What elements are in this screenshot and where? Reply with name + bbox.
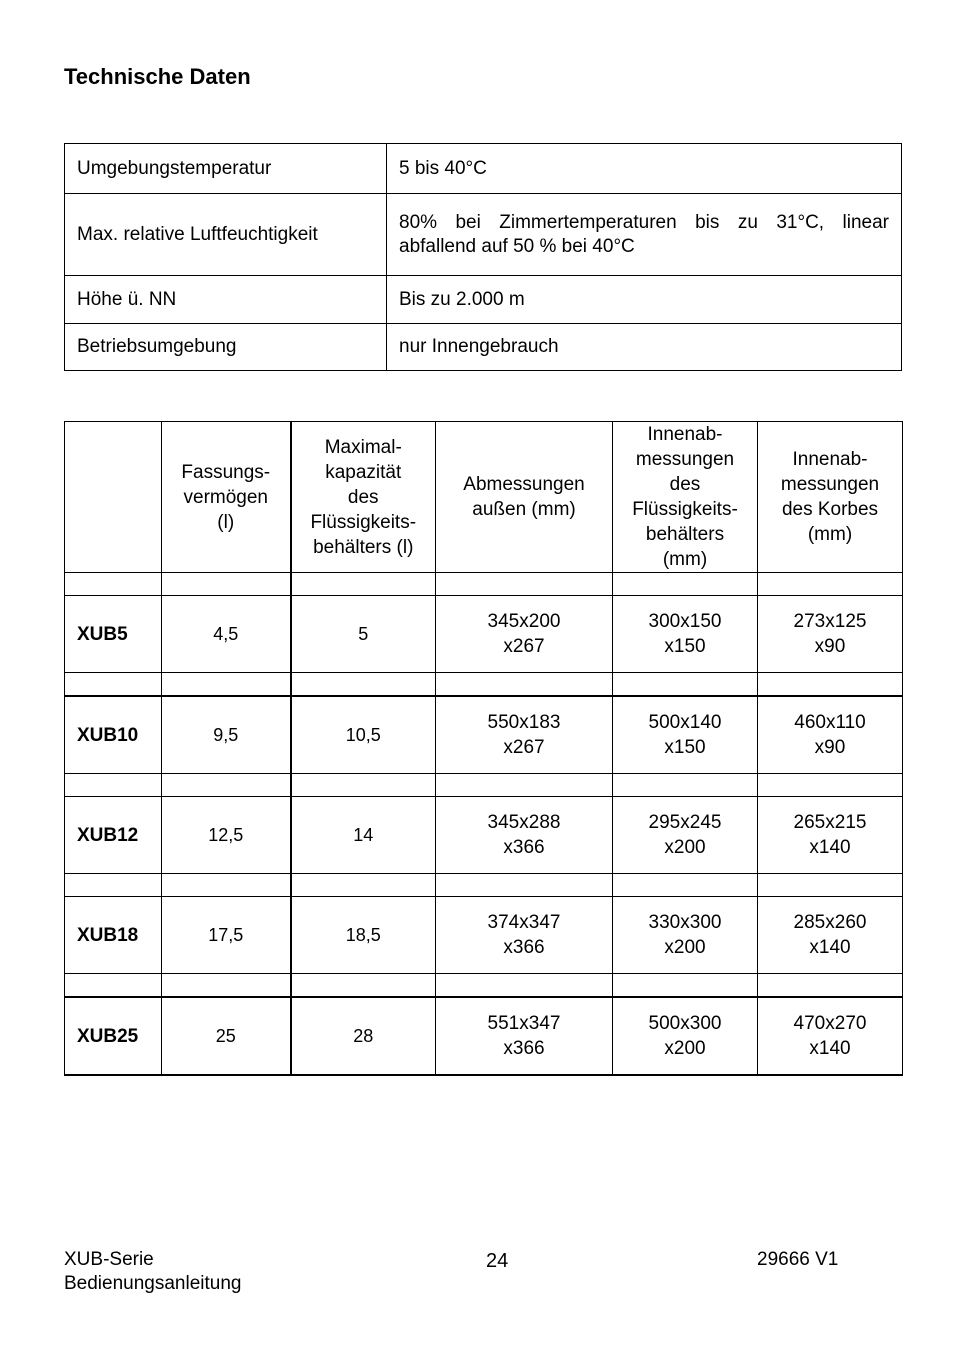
page-number: 24 [486,1250,509,1272]
table-cell: 5 [291,596,436,673]
table-cell: 500x300 x200 [613,997,758,1075]
table-cell: 295x245 x200 [613,797,758,874]
table-cell: 10,5 [291,696,436,774]
header-cell: Innenab- messungen des Flüssigkeits- behälters (mm) [613,422,758,573]
table-spacer-row [65,974,903,998]
model-name-cell: XUB5 [65,596,162,673]
table-row [65,696,903,774]
table-cell: 551x347 x366 [436,997,613,1075]
spacer-cell [758,573,903,596]
spacer-cell [162,874,291,897]
table-row [65,194,902,276]
table-cell: 18,5 [291,897,436,974]
table-row [65,144,902,194]
env-label: Umgebungstemperatur [65,144,387,194]
table-cell: 273x125 x90 [758,596,903,673]
header-cell: Fassungs- vermögen (l) [162,422,291,573]
env-label: Höhe ü. NN [65,276,387,324]
spacer-cell [758,874,903,897]
spacer-cell [758,974,903,998]
env-value: nur Innengebrauch [387,324,902,371]
table-spacer-row [65,573,903,596]
table-cell: 374x347 x366 [436,897,613,974]
spacer-cell [291,974,436,998]
header-cell [65,422,162,573]
table-row [65,797,903,874]
spacer-cell [65,974,162,998]
table-spacer-row [65,774,903,797]
table-spacer-row [65,673,903,697]
spacer-cell [162,573,291,596]
spacer-cell [65,774,162,797]
table-spacer-row [65,874,903,897]
spacer-cell [291,573,436,596]
spacer-cell [162,673,291,697]
table-cell: 4,5 [162,596,291,673]
spacer-cell [291,774,436,797]
model-name-cell: XUB18 [65,897,162,974]
table-cell: 345x200 x267 [436,596,613,673]
table-row [65,997,903,1075]
footer-series: XUB-Serie Bedienungsanleitung [64,1249,242,1294]
table-cell: 285x260 x140 [758,897,903,974]
table-cell: 550x183 x267 [436,696,613,774]
model-name-cell: XUB10 [65,696,162,774]
table-cell: 14 [291,797,436,874]
spacer-cell [436,874,613,897]
model-name-cell: XUB25 [65,997,162,1075]
spacer-cell [436,673,613,697]
env-label: Betriebsumgebung [65,324,387,371]
table-cell: 25 [162,997,291,1075]
table-cell: 28 [291,997,436,1075]
spacer-cell [613,974,758,998]
header-cell: Innenab- messungen des Korbes (mm) [758,422,903,573]
spacer-cell [291,874,436,897]
spacer-cell [162,774,291,797]
spacer-cell [436,573,613,596]
table-cell: 265x215 x140 [758,797,903,874]
spacer-cell [613,573,758,596]
model-name-cell: XUB12 [65,797,162,874]
spacer-cell [162,974,291,998]
table-cell: 500x140 x150 [613,696,758,774]
table-cell: 470x270 x140 [758,997,903,1075]
spacer-cell [758,774,903,797]
spacer-cell [436,774,613,797]
table-cell: 12,5 [162,797,291,874]
environment-table [64,143,902,371]
table-cell: 330x300 x200 [613,897,758,974]
table-header-row [65,422,903,573]
env-value: Bis zu 2.000 m [387,276,902,324]
env-value: 5 bis 40°C [387,144,902,194]
spacer-cell [65,874,162,897]
env-value: 80% bei Zimmertemperaturen bis zu 31°C, linear abfallend auf 50 % bei 40°C [387,194,902,276]
spacer-cell [291,673,436,697]
table-cell: 345x288 x366 [436,797,613,874]
table-row [65,324,902,371]
spacer-cell [613,774,758,797]
model-specs-table [64,421,903,1076]
spacer-cell [436,974,613,998]
table-row [65,596,903,673]
table-cell: 17,5 [162,897,291,974]
env-label: Max. relative Luftfeuchtigkeit [65,194,387,276]
table-cell: 9,5 [162,696,291,774]
table-row [65,897,903,974]
header-cell: Maximal- kapazität des Flüssigkeits- behälters (l) [291,422,436,573]
spacer-cell [613,673,758,697]
spacer-cell [65,573,162,596]
page-title: Technische Daten [64,64,251,89]
header-cell: Abmessungen außen (mm) [436,422,613,573]
table-row [65,276,902,324]
spacer-cell [758,673,903,697]
footer-version: 29666 V1 [757,1249,839,1270]
spacer-cell [613,874,758,897]
spacer-cell [65,673,162,697]
table-cell: 460x110 x90 [758,696,903,774]
table-cell: 300x150 x150 [613,596,758,673]
